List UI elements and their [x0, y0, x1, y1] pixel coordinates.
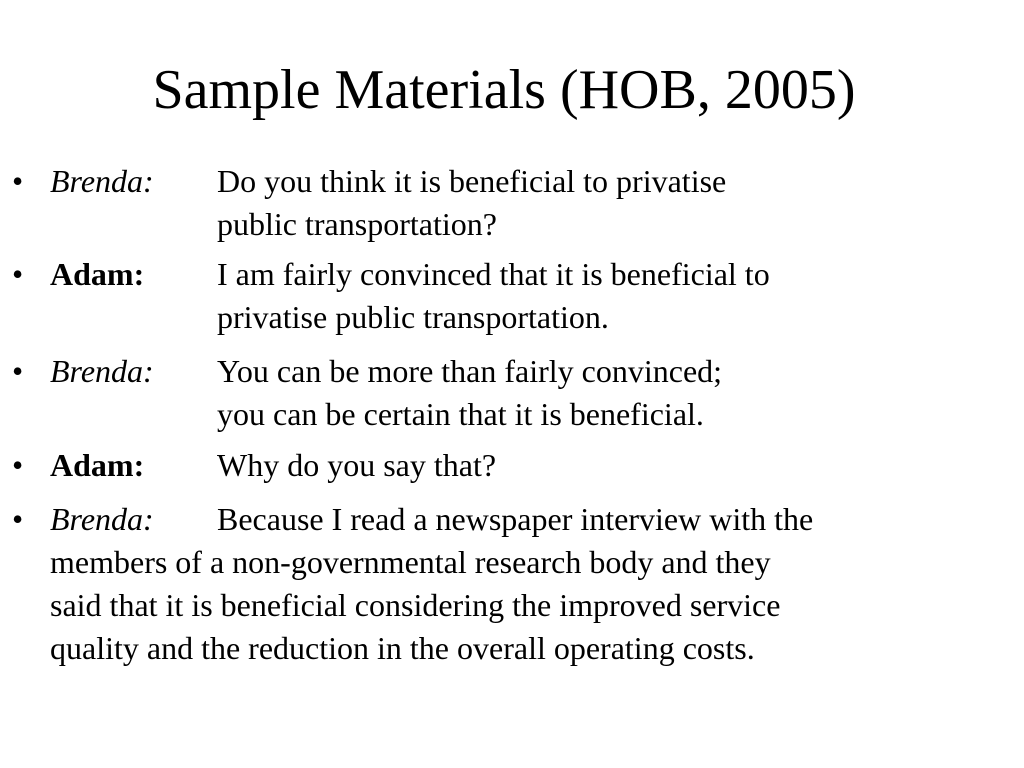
- utterance-text: Because I read a newspaper interview with the: [217, 501, 814, 537]
- bullet-icon: •: [12, 353, 24, 389]
- utterance-text: I am fairly convinced that it is beneficial to privatise public transportation.: [217, 256, 770, 335]
- speaker-label: Brenda:: [50, 163, 154, 199]
- utterance-text: You can be more than fairly convinced; you can be certain that it is beneficial.: [217, 353, 723, 432]
- speaker-label: Brenda:: [50, 353, 154, 389]
- utterance-continuation: members of a non-governmental research body and they said that it is beneficial considering the improved service quality and the reduction in the overall operating costs.: [50, 544, 781, 666]
- speaker-label: Adam:: [50, 256, 145, 292]
- speaker-label: Adam:: [50, 447, 145, 483]
- bullet-icon: •: [12, 163, 24, 199]
- bullet-icon: •: [12, 256, 24, 292]
- speaker-label: Brenda:: [50, 501, 154, 537]
- utterance-text: Why do you say that?: [217, 447, 497, 483]
- utterance-text: Do you think it is beneficial to privatise public transportation?: [217, 163, 727, 242]
- slide-title: Sample Materials (HOB, 2005): [152, 59, 856, 121]
- bullet-icon: •: [12, 447, 24, 483]
- bullet-icon: •: [12, 501, 24, 537]
